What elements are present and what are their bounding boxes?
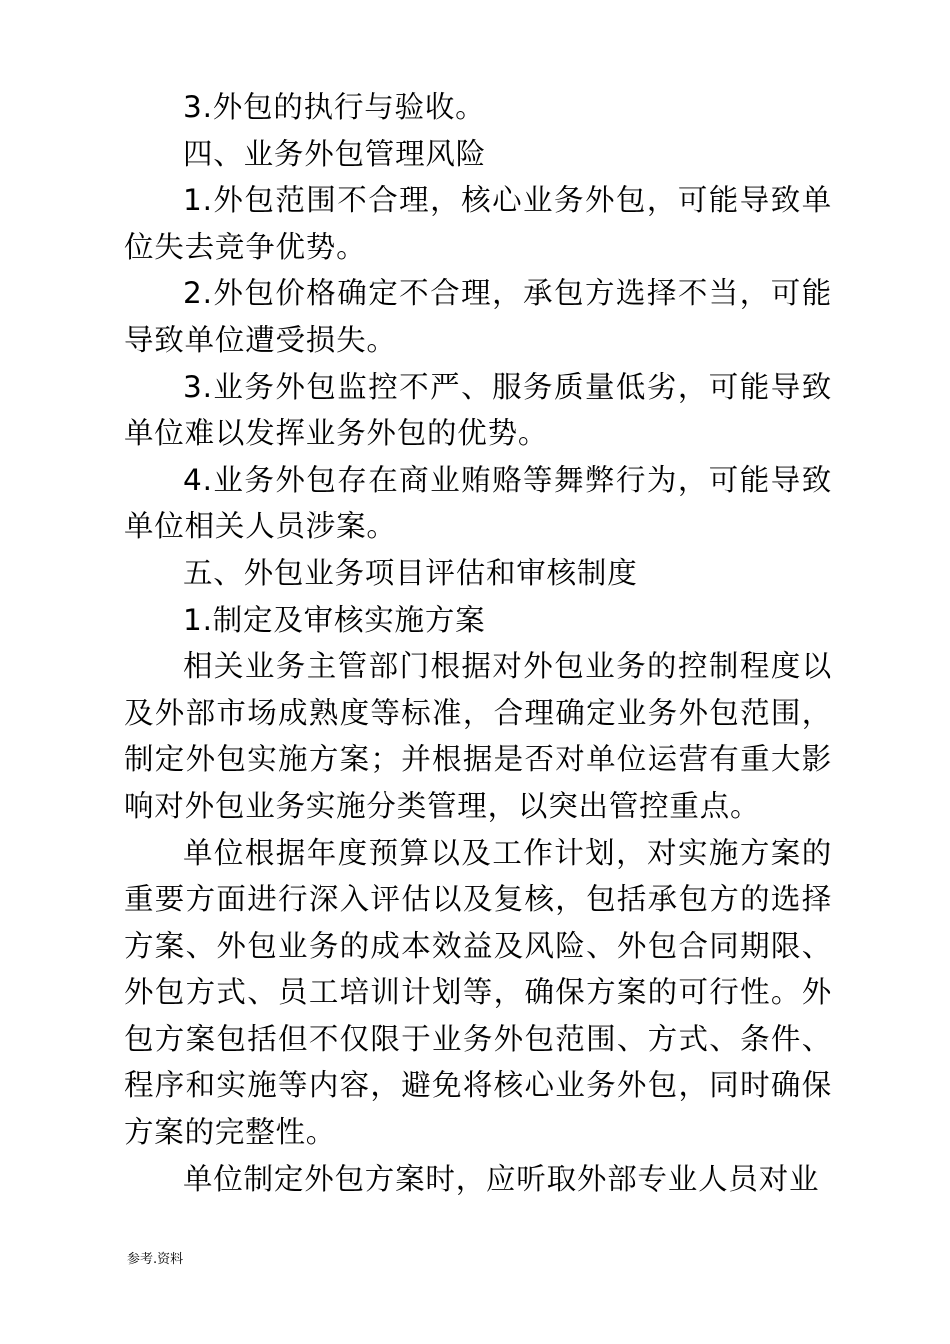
paragraph-plan-assessment: 单位根据年度预算以及工作计划，对实施方案的重要方面进行深入评估以及复核，包括承包方的选择方案、外包业务的成本效益及风险、外包合同期限、外包方式、员工培训计划等，确保方案的可行性。外包方案包括但不仅限于业务外包范围、方式、条件、程序和实施等内容，避免将核心业务外包，同时确保方案的完整性。 (124, 835, 832, 1150)
section-heading-risks: 四、业务外包管理风险 (183, 136, 487, 171)
subheading-plan-review: 1.制定及审核实施方案 (183, 602, 486, 637)
paragraph-execution-acceptance: 3.外包的执行与验收。 (183, 90, 486, 124)
paragraph-risk-3: 3.业务外包监控不严、服务质量低劣，可能导致单位难以发挥业务外包的优势。 (124, 369, 832, 451)
page-footer: 参考.资料 (127, 1252, 184, 1267)
section-heading-evaluation: 五、外包业务项目评估和审核制度 (183, 555, 638, 590)
paragraph-risk-1: 1.外包范围不合理，核心业务外包，可能导致单位失去竞争优势。 (124, 183, 832, 264)
paragraph-expert-opinion: 单位制定外包方案时，应听取外部专业人员对业 (183, 1161, 820, 1196)
paragraph-risk-4: 4.业务外包存在商业贿赂等舞弊行为，可能导致单位相关人员涉案。 (124, 462, 832, 544)
paragraph-risk-2: 2.外包价格确定不合理，承包方选择不当，可能导致单位遭受损失。 (124, 276, 832, 357)
paragraph-plan-scope: 相关业务主管部门根据对外包业务的控制程度以及外部市场成熟度等标准，合理确定业务外包范围，制定外包实施方案；并根据是否对单位运营有重大影响对外包业务实施分类管理，以突出管控重点。 (124, 649, 832, 823)
document-body (124, 84, 832, 1202)
